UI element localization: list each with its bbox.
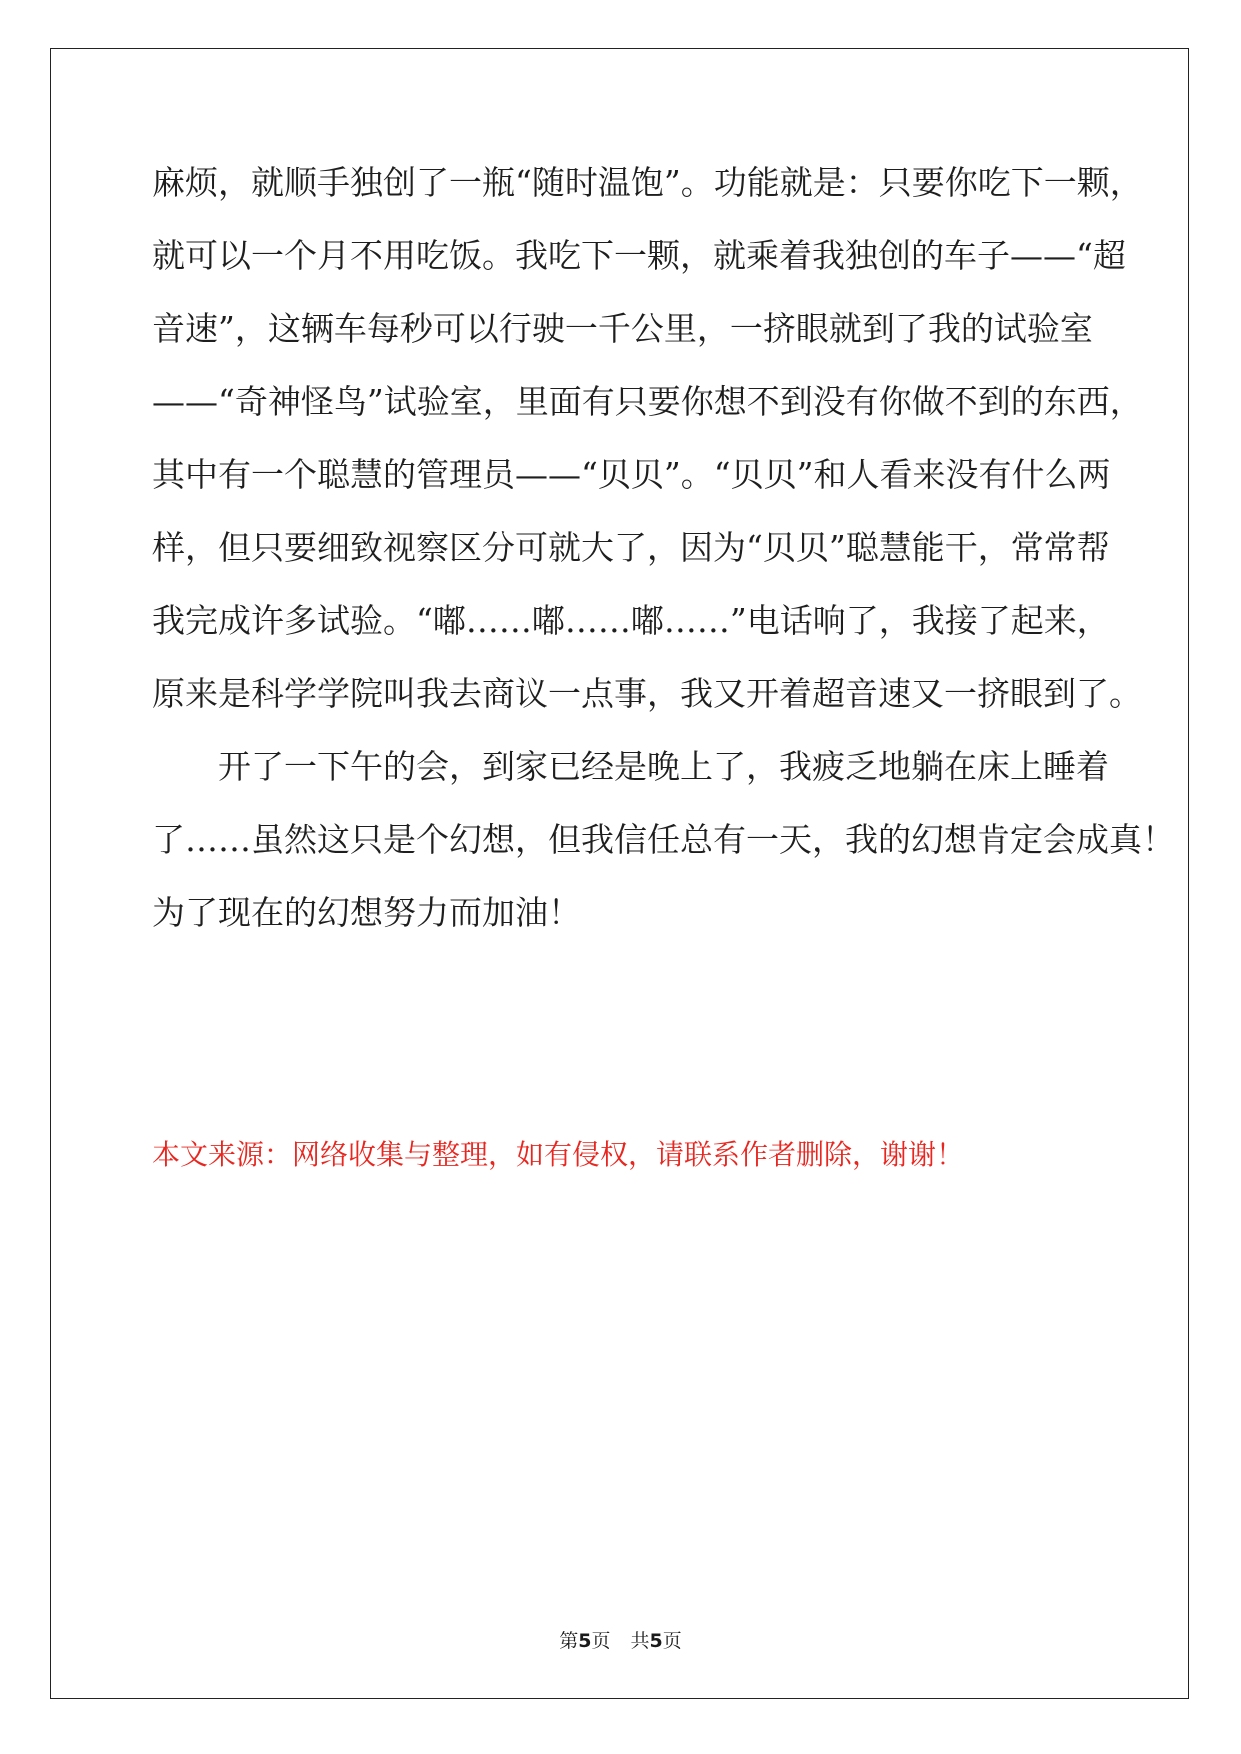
body-line-6: 样，但只要细致视察区分可就大了，因为“贝贝”聪慧能干，常常帮 [152, 528, 1110, 567]
page-suffix: 页 [591, 1630, 611, 1652]
body-line-7: 我完成许多试验。“嘟……嘟……嘟……”电话响了，我接了起来， [152, 601, 1110, 640]
source-note: 本文来源：网络收集与整理，如有侵权，请联系作者删除，谢谢！ [152, 1138, 965, 1171]
body-line-2: 就可以一个月不用吃饭。我吃下一颗，就乘着我独创的车子——“超 [152, 236, 1126, 275]
total-prefix: 共 [630, 1630, 650, 1652]
body-line-4: ——“奇神怪鸟”试验室，里面有只要你想不到没有你做不到的东西， [152, 382, 1143, 421]
body-line-10: 了……虽然这只是个幻想，但我信任总有一天，我的幻想肯定会成真！ [152, 820, 1175, 859]
page-prefix: 第 [559, 1630, 579, 1652]
body-line-5: 其中有一个聪慧的管理员——“贝贝”。“贝贝”和人看来没有什么两 [152, 455, 1111, 494]
page-footer [0, 1628, 1241, 1654]
body-line-1: 麻烦，就顺手独创了一瓶“随时温饱”。功能就是：只要你吃下一颗， [152, 163, 1143, 202]
page-current: 5 [578, 1630, 592, 1652]
body-line-11: 为了现在的幻想努力而加油！ [152, 893, 581, 932]
body-line-8: 原来是科学学院叫我去商议一点事，我又开着超音速又一挤眼到了。 [152, 674, 1142, 713]
body-line-9: 开了一下午的会，到家已经是晚上了，我疲乏地躺在床上睡着 [152, 747, 1109, 786]
page-border [50, 48, 1189, 1699]
body-line-3: 音速”，这辆车每秒可以行驶一千公里，一挤眼就到了我的试验室 [152, 309, 1093, 348]
page-total: 5 [649, 1630, 663, 1652]
total-suffix: 页 [662, 1630, 682, 1652]
